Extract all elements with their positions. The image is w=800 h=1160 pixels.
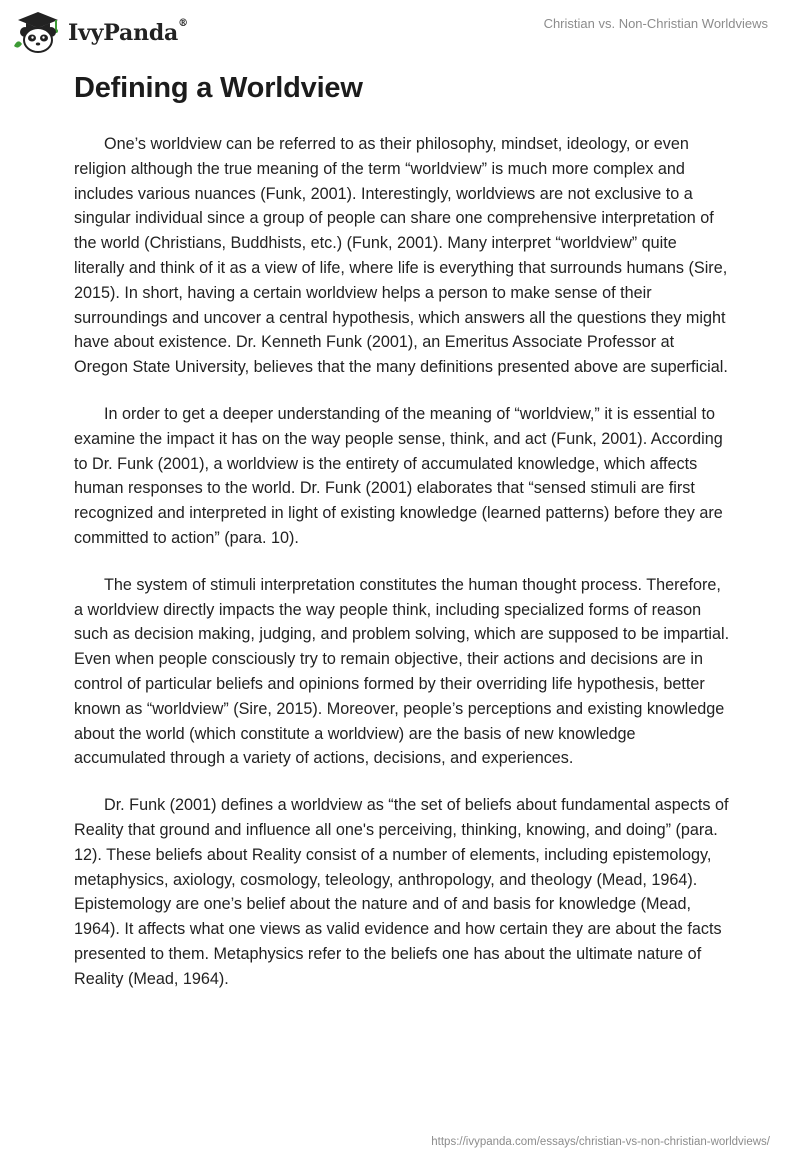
document-title: Christian vs. Non-Christian Worldviews (543, 16, 768, 31)
paragraph: In order to get a deeper understanding of the meaning of “worldview,” it is essential to examine the impact it has on the way people sense, think, and act (Funk, 2001). According to Dr. Funk (2001), a worldview is the entirety of accumulated knowledge, which affects human responses to the world. Dr. Funk (2001) elaborates that “sensed stimuli are first recognized and interpreted in light of existing knowledge (learned patterns) before they are committed to action” (para. 10). (74, 404, 723, 547)
page-header (0, 0, 800, 66)
footer-url-link[interactable]: https://ivypanda.com/essays/christian-vs-non-christian-worldviews/ (431, 1136, 770, 1148)
paragraph: One’s worldview can be referred to as their philosophy, mindset, ideology, or even religion although the true meaning of the term “worldview” is much more complex and includes various nuances (Funk, 2001). Interestingly, worldviews are not exclusive to a singular individual since a group of people can share one comprehensive interpretation of the world (Christians, Buddhists, etc.) (Funk, 2001). Many interpret “worldview” quite literally and think of it as a view of life, where life is everything that surrounds humans (Sire, 2015). In short, having a certain worldview helps a person to make sense of their surroundings and uncover a central hypothesis, which answers all the questions they might have about existence. Dr. Kenneth Funk (2001), an Emeritus Associate Professor at Oregon State University, believes that the many definitions presented above are superficial. (74, 135, 728, 377)
paragraph: Dr. Funk (2001) defines a worldview as “the set of beliefs about fundamental aspects of Reality that ground and influence all one's perceiving, thinking, knowing, and doing” (para. 12). These beliefs about Reality consist of a number of elements, including epistemology, metaphysics, axiology, cosmology, teleology, anthropology, and theology (Mead, 1964). Epistemology are one’s belief about the nature and of and basis for knowledge (Mead, 1964). It affects what one views as valid evidence and how certain they are about the facts presented to them. Metaphysics refer to the beliefs one has about the ultimate nature of Reality (Mead, 1964). (74, 796, 729, 988)
essay-body (74, 132, 730, 1014)
brand-logo[interactable] (12, 8, 188, 54)
paragraph: The system of stimuli interpretation constitutes the human thought process. Therefore, a worldview directly impacts the way people think, including specialized forms of reason such as decision making, judging, and problem solving, which are supposed to be impartial. Even when people consciously try to remain objective, their actions and decisions are in control of particular beliefs and opinions formed by their overriding life hypothesis, better known as “worldview” (Sire, 2015). Moreover, people’s perceptions and existing knowledge about the world (which constitute a worldview) are the basis of new knowledge accumulated through a variety of actions, decisions, and experiences. (74, 575, 730, 768)
registered-mark: ® (178, 18, 188, 29)
brand-name: IvyPanda® (68, 18, 188, 46)
panda-graduation-cap-icon (12, 8, 64, 54)
page-heading: Defining a Worldview (74, 72, 363, 104)
